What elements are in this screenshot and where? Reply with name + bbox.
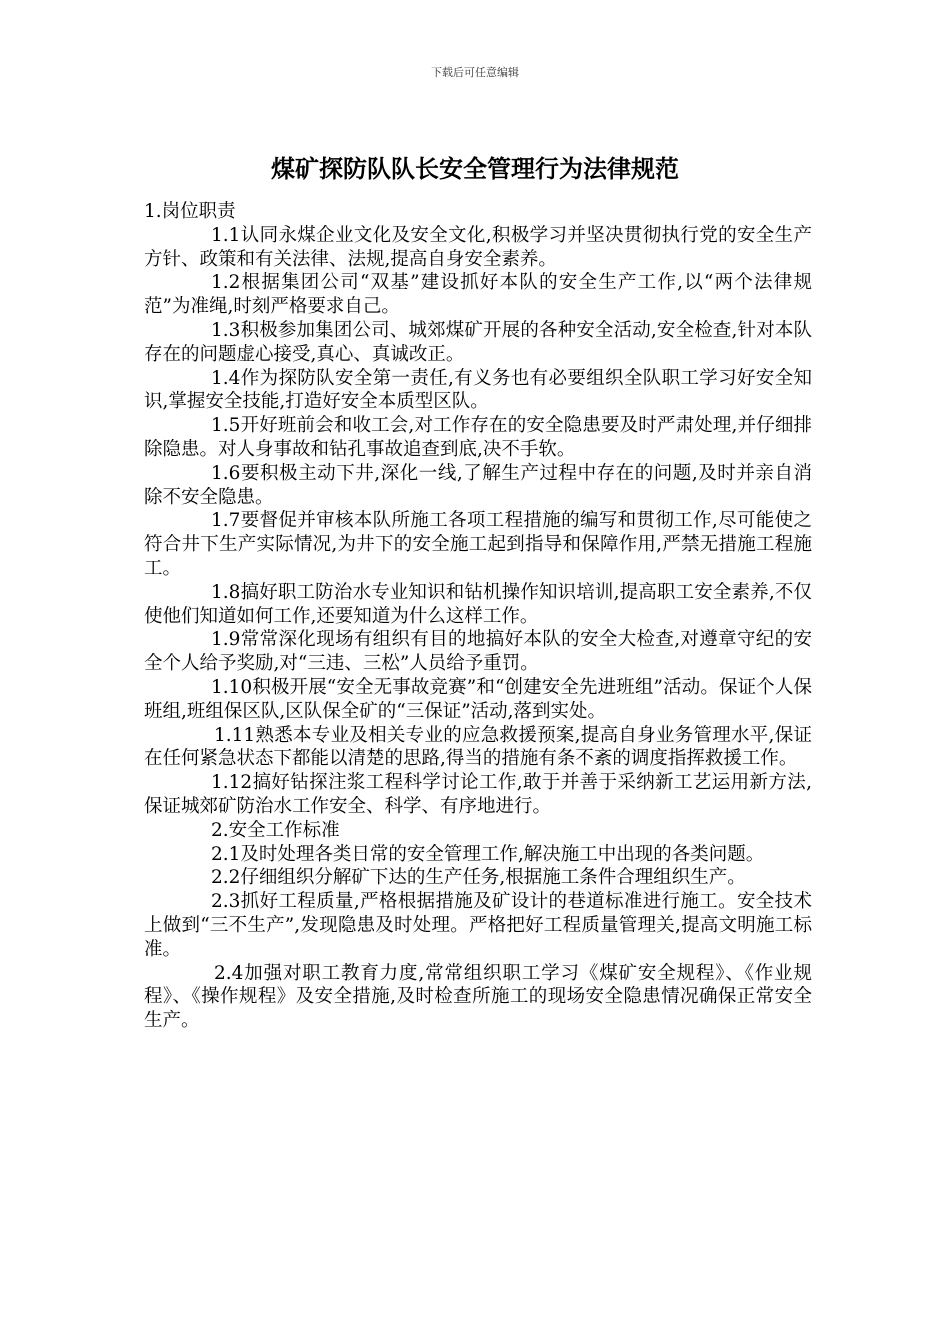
- paragraph: 2.2仔细组织分解矿下达的生产任务,根据施工条件合理组织生产。: [211, 867, 746, 889]
- paragraph: 2.3抓好工程质量,严格根据措施及矿设计的巷道标准进行施工。安全技术上做到“三不生产”,发现隐患及时处理。严格把好工程质量管理关,提高文明施工标准。: [144, 891, 812, 960]
- paragraph: 1.2根据集团公司“双基”建设抓好本队的安全生产工作,以“两个法律规范”为准绳,时刻严格要求自己。: [144, 272, 812, 318]
- paragraph: 1.6要积极主动下井,深化一线,了解生产过程中存在的问题,及时并亲自消除不安全隐患。: [144, 462, 812, 508]
- paragraph: 1.3积极参加集团公司、城郊煤矿开展的各种安全活动,安全检查,针对本队存在的问题虚心接受,真心、真诚改正。: [144, 319, 812, 365]
- paragraph: 1.5开好班前会和收工会,对工作存在的安全隐患要及时严肃处理,并仔细排除隐患。对人身事故和钻孔事故追查到底,决不手软。: [144, 415, 812, 460]
- document-body: [144, 200, 812, 1033]
- paragraph: 1.8搞好职工防治水专业知识和钻机操作知识培训,提高职工安全素养,不仅使他们知道如何工作,还要知道为什么这样工作。: [144, 581, 812, 627]
- paragraph: 1.4作为探防队安全第一责任,有义务也有必要组织全队职工学习好安全知识,掌握安全技能,打造好安全本质型区队。: [144, 367, 812, 413]
- paragraph: 2.1及时处理各类日常的安全管理工作,解决施工中出现的各类问题。: [211, 843, 765, 865]
- section-heading: 2.安全工作标准: [211, 819, 340, 841]
- section-heading: 1.岗位职责: [144, 201, 236, 222]
- document-title: 煤矿探防队队长安全管理行为法律规范: [271, 154, 679, 183]
- paragraph: 2.4加强对职工教育力度,常常组织职工学习《煤矿安全规程》、《作业规程》、《操作规程》及安全措施,及时检查所施工的现场安全隐患情况确保正常安全生产。: [144, 962, 812, 1032]
- paragraph: 1.11熟悉本专业及相关专业的应急救援预案,提高自身业务管理水平,保证在任何紧急状态下都能以清楚的思路,得当的措施有条不紊的调度指挥救援工作。: [144, 724, 812, 770]
- paragraph: 1.12搞好钻探注浆工程科学讨论工作,敢于并善于采纳新工艺运用新方法,保证城郊矿防治水工作安全、科学、有序地进行。: [144, 772, 812, 817]
- paragraph: 1.10积极开展“安全无事故竞赛”和“创建安全先进班组”活动。保证个人保班组,班组保区队,区队保全矿的“三保证”活动,落到实处。: [144, 676, 812, 722]
- paragraph: 1.7要督促并审核本队所施工各项工程措施的编写和贯彻工作,尽可能使之符合井下生产实际情况,为井下的安全施工起到指导和保障作用,严禁无措施工程施工。: [144, 510, 812, 579]
- paragraph: 1.1认同永煤企业文化及安全文化,积极学习并坚决贯彻执行党的安全生产方针、政策和有关法律、法规,提高自身安全素养。: [144, 224, 812, 270]
- paragraph: 1.9常常深化现场有组织有目的地搞好本队的安全大检查,对遵章守纪的安全个人给予奖励,对“三违、三松”人员给予重罚。: [144, 629, 812, 675]
- header-note: 下载后可任意编辑: [431, 66, 519, 79]
